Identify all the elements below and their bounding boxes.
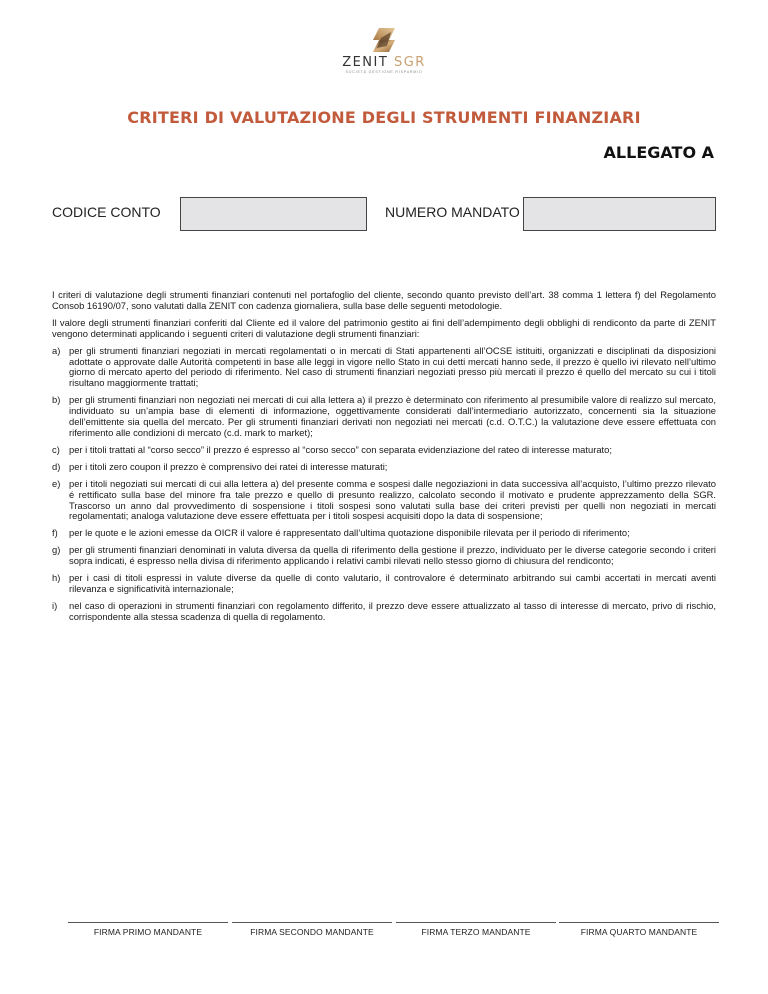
criteria-marker: c) xyxy=(52,443,60,455)
criteria-item xyxy=(52,479,716,523)
criteria-item xyxy=(52,346,716,390)
criteria-item xyxy=(52,462,716,473)
signature-label: FIRMA QUARTO MANDANTE xyxy=(580,927,698,937)
criteria-item xyxy=(52,445,716,456)
numero-mandato-label: NUMERO MANDATO xyxy=(385,204,520,220)
codice-conto-field[interactable] xyxy=(180,197,367,231)
criteria-text: per gli strumenti finanziari negoziati in mercati regolamentati o in mercati di Stati appartenenti all’OCSE istituiti, organizzati e disciplinati da disposizioni adottate o approvate dalle Autorità competenti in base alle leggi in vigore nello Stato in cui detti mercati hanno sede, il prezzo è quello ivi rilevato nell’ultimo giorno di mercato aperto del periodo di riferimento. Nel caso di strumenti finanziari negoziati presso più mercati il prezzo é quello del mercato su cui i titoli risultano maggiormente trattati; xyxy=(69,344,716,389)
criteria-text: per i titoli trattati al “corso secco” il prezzo é espresso al “corso secco” con separata evidenziazione del rateo di interesse maturato; xyxy=(69,443,612,455)
signature-label: FIRMA TERZO MANDANTE xyxy=(421,927,531,937)
criteria-marker: f) xyxy=(52,527,58,539)
document-body xyxy=(52,290,716,629)
signature-line-4[interactable] xyxy=(559,922,719,923)
logo-word-zenit: ZENIT xyxy=(342,55,389,70)
criteria-list xyxy=(52,346,716,623)
signature-line-2[interactable] xyxy=(232,922,392,923)
criteria-marker: e) xyxy=(52,477,61,489)
logo-wordmark xyxy=(334,56,434,70)
codice-conto-label: CODICE CONTO xyxy=(52,204,161,220)
criteria-marker: g) xyxy=(52,544,61,556)
criteria-item xyxy=(52,545,716,567)
company-logo xyxy=(334,26,434,75)
signature-line-1[interactable] xyxy=(68,922,228,923)
intro-paragraph: Il valore degli strumenti finanziari conferiti dal Cliente ed il valore del patrimonio gestito ai fini dell’adempimento degli obblighi di rendiconto da parte di ZENIT vengono determinati applicando i seguenti criteri di valutazione degli strumenti finanziari: xyxy=(52,316,716,339)
annex-label: ALLEGATO A xyxy=(603,143,714,162)
signature-line-3[interactable] xyxy=(396,922,556,923)
criteria-marker: h) xyxy=(52,572,61,584)
document-title: CRITERI DI VALUTAZIONE DEGLI STRUMENTI FINANZIARI xyxy=(127,108,641,127)
signature-label: FIRMA SECONDO MANDANTE xyxy=(250,927,374,937)
criteria-item xyxy=(52,395,716,439)
criteria-text: per le quote e le azioni emesse da OICR il valore é rappresentato dall’ultima quotazione disponibile rilevata per il periodo di riferimento; xyxy=(69,527,630,539)
criteria-text: nel caso di operazioni in strumenti finanziari con regolamento differito, il prezzo deve essere attualizzato al tasso di interesse di mercato, privo di rischio, corrispondente alla stessa scadenza di quella di regolamento. xyxy=(69,599,716,622)
criteria-marker: b) xyxy=(52,394,61,406)
criteria-marker: i) xyxy=(52,599,58,611)
criteria-item xyxy=(52,601,716,623)
intro-paragraph: I criteri di valutazione degli strumenti finanziari contenuti nel portafoglio del cliente, secondo quanto previsto dell’art. 38 comma 1 lettera f) del Regolamento Consob 16190/07, sono valutati dalla ZENIT con cadenza giornaliera, sulla base delle seguenti metodologie. xyxy=(52,289,716,311)
criteria-text: per i titoli zero coupon il prezzo è comprensivo dei ratei di interesse maturati; xyxy=(69,460,388,472)
criteria-text: per gli strumenti finanziari denominati in valuta diversa da quella di riferimento della gestione il prezzo, individuato per le diverse categorie secondo i criteri sopra indicati, é espresso nella divisa di riferimento applicando i relativi cambi rilevati nello stesso giorno di chiusura del rendiconto; xyxy=(69,544,716,567)
signature-label: FIRMA PRIMO MANDANTE xyxy=(93,927,203,937)
criteria-marker: a) xyxy=(52,344,61,356)
logo-word-sgr: SGR xyxy=(393,55,426,70)
criteria-marker: d) xyxy=(52,460,61,472)
criteria-text: per i casi di titoli espressi in valute diverse da quelle di conto valutario, il controvalore é determinato arbitrando sui cambi accertati in mercati aventi rilevanza e significatività internazionale; xyxy=(69,572,716,594)
logo-tagline: SOCIETÀ GESTIONE RISPARMIO xyxy=(345,70,423,74)
criteria-text: per i titoli negoziati sui mercati di cui alla lettera a) del presente comma e sospesi dalle negoziazioni in data successiva all’acquisto, l’ultimo prezzo rilevato é rettificato sulla base del minore fra tale prezzo e quello di presunto realizzo, calcolato secondo il motivato e prudente apprezzamento della SGR. Trascorso un anno dal provvedimento di sospensione i titoli sospesi sono valutati sulla base dei criteri previsti per quelli non negoziati in mercati regolamentati; analoga valutazione deve essere effettuata per i titoli sospesi acquisiti dopo la data di sospensione; xyxy=(69,477,716,522)
criteria-item xyxy=(52,528,716,539)
numero-mandato-field[interactable] xyxy=(523,197,716,231)
criteria-text: per gli strumenti finanziari non negoziati nei mercati di cui alla lettera a) il prezzo è determinato con riferimento al presumibile valore di realizzo sul mercato, individuato su un’ampia base di elementi di informazione, oggettivamente considerati dall’intermediario autorizzato, concernenti sia la situazione dell’emittente sia quella del mercato. Per gli strumenti finanziari derivati non negoziati nei mercati (c.d. O.T.C.) la valutazione deve essere effettuata con riferimento alle condizioni di mercato (c.d. mark to market); xyxy=(69,394,716,438)
criteria-item xyxy=(52,573,716,595)
zenit-mark-icon xyxy=(371,26,397,54)
